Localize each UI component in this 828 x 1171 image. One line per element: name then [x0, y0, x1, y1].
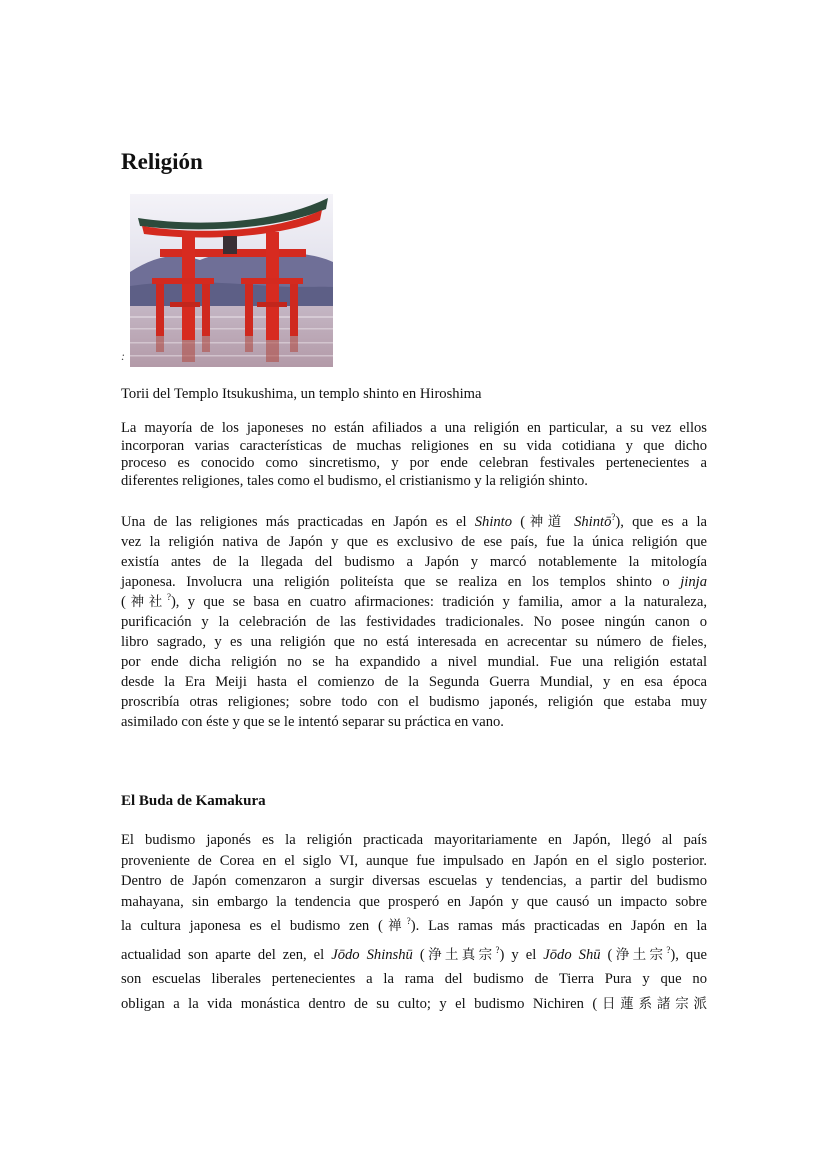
torii-photo: [130, 194, 333, 367]
text-line: diferentes religiones, tales como el budismo, el cristianismo y la religión shinto.: [121, 472, 588, 489]
paragraph-budismo: [121, 830, 707, 1014]
text-line: proceso es conocido como sincretismo, y por ende celebran festivales pertenecientes a: [121, 455, 707, 471]
text-line: La mayoría de los japoneses no están afiliados a una religión en particular, a su vez ellos: [121, 420, 707, 436]
text-line: vez la religión nativa de Japón y que es exclusivo de ese país, fue la única religión que: [121, 534, 707, 550]
subsection-title: El Buda de Kamakura: [121, 793, 266, 809]
text-line: por ende dicha religión no se ha expandido a nivel mundial. Fue una religión estatal: [121, 654, 707, 670]
text-line: (神社?), y que se basa en cuatro afirmaciones: tradición y familia, amor a la naturaleza,: [121, 592, 707, 610]
text-line: Una de las religiones más practicadas en Japón es el Shinto (神道 Shintō?), que es a la: [121, 512, 708, 530]
text-line: la cultura japonesa es el budismo zen (禅?). Las ramas más practicadas en Japón en la: [121, 916, 708, 934]
figure-marker: :: [121, 349, 125, 363]
figure-caption: Torii del Templo Itsukushima, un templo shinto en Hiroshima: [121, 386, 482, 402]
text-line: proscribía otras religiones; sobre todo con el budismo japonés, religión que estaba muy: [121, 694, 707, 710]
text-line: existía antes de la llegada del budismo a Japón y marcó notablemente la mitología: [121, 554, 707, 570]
paragraph-intro: [121, 420, 707, 490]
text-line: El budismo japonés es la religión practicada mayoritariamente en Japón, llegó al país: [121, 832, 707, 848]
section-title: Religión: [121, 149, 203, 174]
text-line: purificación y la celebración de las festividades tradicionales. No posee ningún canon o: [121, 614, 707, 630]
text-line: mahayana, sin embargo la tendencia que prosperó en Japón y que causó un impacto sobre: [121, 893, 707, 910]
text-line: japonesa. Involucra una religión politeísta que se realiza en los templos shinto o jinja: [121, 574, 707, 590]
text-line: Dentro de Japón comenzaron a surgir diversas escuelas y tendencias, a partir del budismo: [121, 873, 707, 889]
paragraph-shinto: [121, 512, 707, 732]
document-content: [121, 148, 707, 1036]
text-line: desde la Era Meiji hasta el comienzo de la Segunda Guerra Mundial, y en esa época: [121, 674, 707, 690]
figure: [121, 194, 707, 369]
text-line: libro sagrado, y es una religión que no está interesada en acrecentar su número de fieles,: [121, 634, 707, 650]
text-line: asimilado con éste y que se le intentó separar su práctica en vano.: [121, 714, 504, 730]
text-line: son escuelas liberales pertenecientes a la rama del budismo de Tierra Pura y que no: [121, 971, 707, 987]
text-line: actualidad son aparte del zen, el Jōdo Shinshū (浄土真宗?) y el Jōdo Shū (浄土宗?), que: [121, 944, 707, 963]
text-line: incorporan varias características de muchas religiones en su vida cotidiana y que dicho: [121, 437, 707, 454]
text-line: proveniente de Corea en el siglo VI, aunque fue impulsado en Japón en el siglo posterior.: [121, 852, 707, 869]
text-line: obligan a la vida monástica dentro de su culto; y el budismo Nichiren (日蓮系諸宗派: [121, 995, 708, 1012]
